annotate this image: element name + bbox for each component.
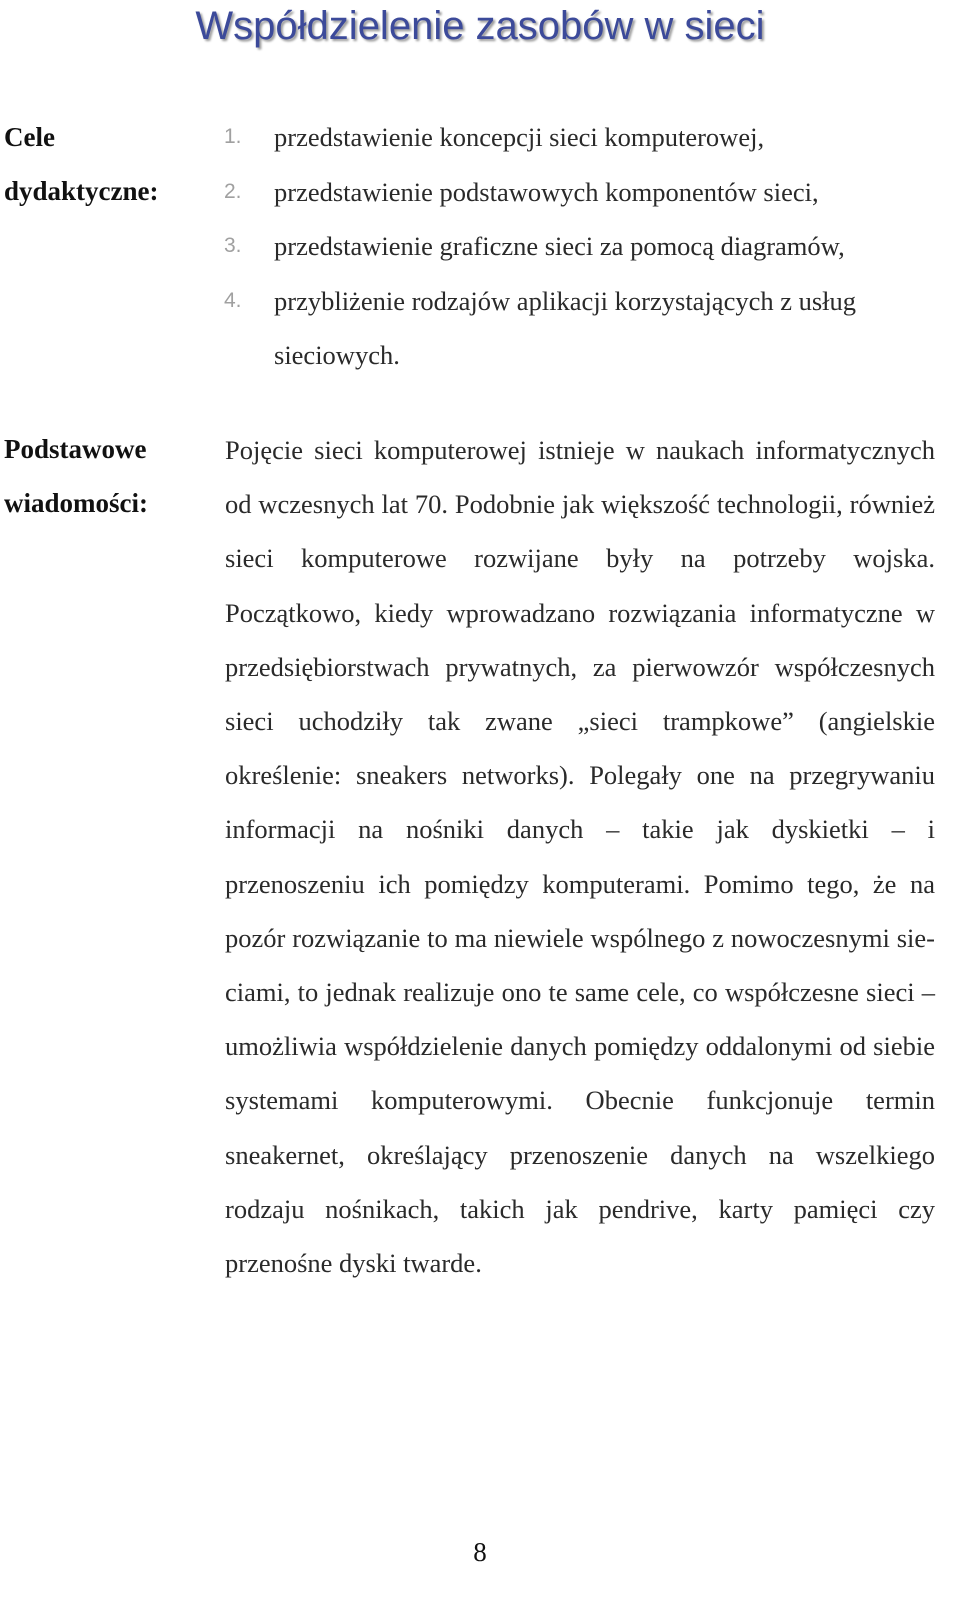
list-item [224,219,939,274]
section-label-basics-line2: wiadomości: [4,488,148,518]
list-item-number: 1. [224,125,242,148]
list-item-text: przedstawienie podstawowych komponentów sieci, [274,176,819,207]
list-item-number: 4. [224,288,242,312]
section-label-goals-line1: Cele [4,122,55,152]
goals-list [224,110,939,383]
page-number: 8 [473,1537,487,1567]
list-item [224,110,939,165]
list-item-text: przedstawienie graficzne sieci za pomocą diagramów, [274,231,845,261]
list-item-number: 2. [224,179,242,203]
list-item-text: przybliżenie rodzajów aplikacji korzystających z usług sieciowych. [274,285,857,370]
list-item [224,274,939,383]
basics-paragraph: Pojęcie sieci komputerowej istnieje w naukach informatycznych od wczesnych lat 70. Podobnie jak większość technologii, również sieci komputerowe rozwijane były na potrzeby wojska. Początkowo, kiedy wprowadzano rozwiązania informatyczne w przedsiębiorstwach prywatnych, za pierwowzór współczesnych sieci uchodziły tak zwane „sieci trampkowe” (angielskie określenie: sneakers networks). Polegały one na przegrywaniu informacji na nośniki danych – takie jak dyskietki – i przenoszeniu ich pomiędzy komputerami. Pomimo tego, że na pozór rozwiązanie to ma niewiele wspólnego z nowoczesnymi sieciami, to jednak realizuje ono te same cele, co współczesne sieci – umożliwia współdzielenie danych pomiędzy oddalonymi od siebie systemami komputerowymi. Obecnie funkcjonuje termin sneakernet, określający przenoszenie danych na wszelkiego rodzaju nośnikach, takich jak pendrive, karty pamięci czy przenośne dyski twarde. [225,435,935,1279]
section-label-basics-line1: Podstawowe [4,434,147,464]
list-item-number: 3. [224,234,242,257]
list-item-text: przedstawienie koncepcji sieci komputerowej, [274,122,765,152]
list-item [224,165,939,220]
section-label-goals [4,110,214,218]
section-label-basics [4,422,214,530]
section-label-goals-line2: dydaktyczne: [4,176,159,206]
page-title: Współdzielenie zasobów w sieci [195,4,765,48]
